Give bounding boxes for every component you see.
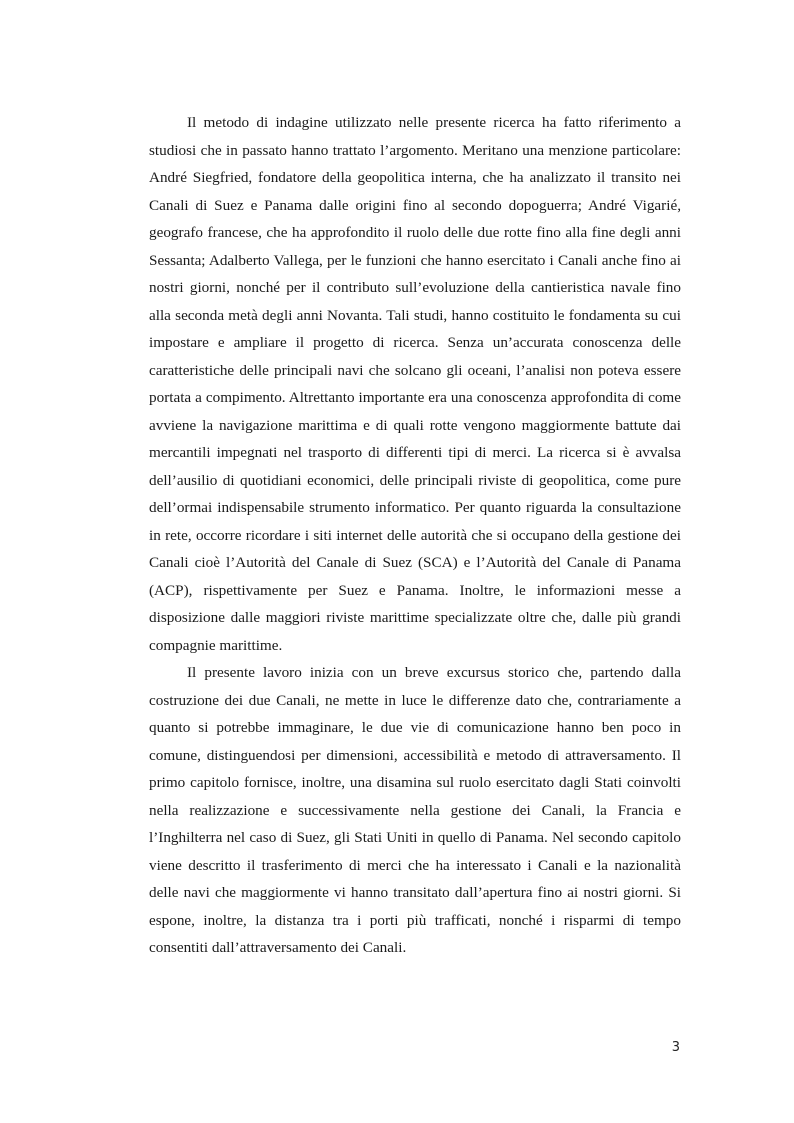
paragraph-methodology: Il metodo di indagine utilizzato nelle presente ricerca ha fatto riferimento a studiosi che in passato hanno trattato l’argomento. Meritano una menzione particolare: André Siegfried, fondatore della geopolitica interna, che ha analizzato il transito nei Canali di Suez e Panama dalle origini fino al secondo dopoguerra; André Vigarié, geografo francese, che ha approfondito il ruolo delle due rotte fino alla fine degli anni Sessanta; Adalberto Vallega, per le funzioni che hanno esercitato i Canali anche fino ai nostri giorni, nonché per il contributo sull’evoluzione della cantieristica navale fino alla seconda metà degli anni Novanta. Tali studi, hanno costituito le fondamenta su cui impostare e ampliare il progetto di ricerca. Senza un’accurata conoscenza delle caratteristiche delle principali navi che solcano gli oceani, l’analisi non poteva essere portata a compimento. Altrettanto importante era una conoscenza approfondita di come avviene la navigazione marittima e di quali rotte vengono maggiormente battute dai mercantili impegnati nel trasporto di differenti tipi di merci. La ricerca si è avvalsa dell’ausilio di quotidiani economici, delle principali riviste di geopolitica, come pure dell’ormai indispensabile strumento informatico. Per quanto riguarda la consultazione in rete, occorre ricordare i siti internet delle autorità che si occupano della gestione dei Canali cioè l’Autorità del Canale di Suez (SCA) e l’Autorità del Canale di Panama (ACP), rispettivamente per Suez e Panama. Inoltre, le informazioni messe a disposizione dalle maggiori riviste marittime specializzate oltre che, dalle più grandi compagnie marittime. bbox=[149, 114, 681, 654]
page-number: 3 bbox=[671, 1040, 680, 1055]
body-text bbox=[149, 109, 681, 962]
paragraph-overview: Il presente lavoro inizia con un breve excursus storico che, partendo dalla costruzione dei due Canali, ne mette in luce le differenze dato che, contrariamente a quanto si potrebbe immaginare, le due vie di comunicazione hanno ben poco in comune, distinguendosi per dimensioni, accessibilità e metodo di attraversamento. Il primo capitolo fornisce, inoltre, una disamina sul ruolo esercitato dagli Stati coinvolti nella realizzazione e successivamente nella gestione dei Canali, la Francia e l’Inghilterra nel caso di Suez, gli Stati Uniti in quello di Panama. Nel secondo capitolo viene descritto il trasferimento di merci che ha interessato i Canali e la nazionalità delle navi che maggiormente vi hanno transitato dall’apertura fino ai nostri giorni. Si espone, inoltre, la distanza tra i porti più trafficati, nonché i risparmi di tempo consentiti dall’attraversamento dei Canali. bbox=[149, 664, 681, 956]
